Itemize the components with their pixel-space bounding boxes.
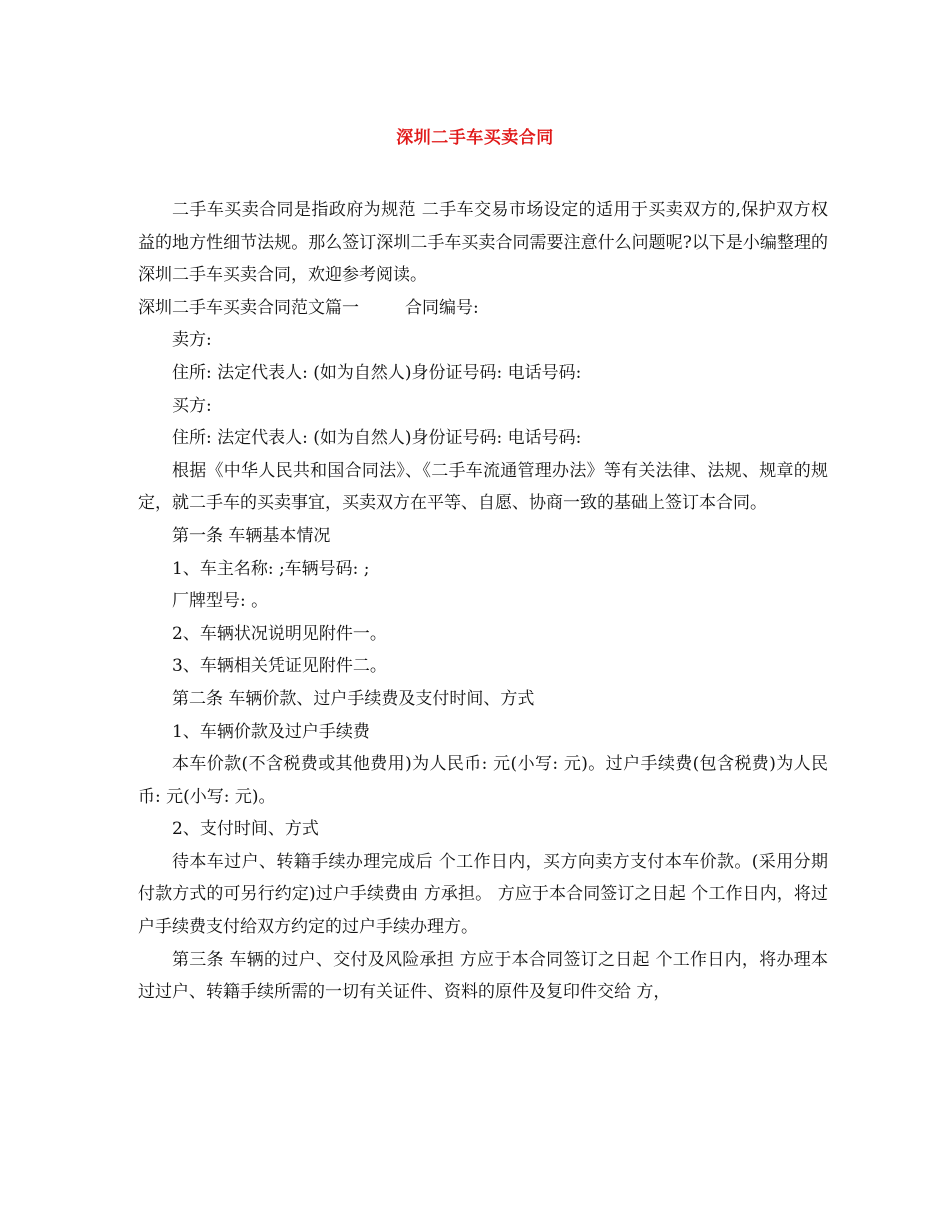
section-heading [138,292,828,325]
article-1-brand-model: 厂牌型号: 。 [172,591,269,612]
buyer-info: 住所: 法定代表人: (如为自然人)身份证号码: 电话号码: [172,428,582,449]
article-2-item-2: 2、支付时间、方式 [172,819,319,840]
article-2-payment-paragraph: 待本车过户、转籍手续办理完成后 个工作日内，买方向卖方支付本车价款。(采用分期付款方式的可另行约定)过户手续费由 方承担。 方应于本合同签订之日起 个工作日内，将过户手续费支付给双方约定的过户手续办理方。 [138,851,828,938]
seller-label: 卖方: [172,330,212,351]
intro-paragraph: 二手车买卖合同是指政府为规范 二手车交易市场设定的适用于买卖双方的,保护双方权益的地方性细节法规。那么签订深圳二手车买卖合同需要注意什么问题呢?以下是小编整理的深圳二手车买卖合同，欢迎参考阅读。 [138,200,828,286]
article-1-item-2: 2、车辆状况说明见附件一。 [172,623,387,644]
legal-basis-paragraph: 根据《中华人民共和国合同法》、《二手车流通管理办法》等有关法律、法规、规章的规定，就二手车的买卖事宜，买卖双方在平等、自愿、协商一致的基础上签订本合同。 [138,460,828,514]
document-body [138,194,828,1009]
article-1-heading: 第一条 车辆基本情况 [172,525,331,546]
article-1-item-3: 3、车辆相关凭证见附件二。 [172,656,387,677]
article-2-heading: 第二条 车辆价款、过户手续费及支付时间、方式 [172,688,535,709]
article-2-price-paragraph: 本车价款(不含税费或其他费用)为人民币: 元(小写: 元)。过户手续费(包含税费)为人民币: 元(小写: 元)。 [138,754,828,807]
article-2-item-1: 1、车辆价款及过户手续费 [172,721,370,742]
seller-info: 住所: 法定代表人: (如为自然人)身份证号码: 电话号码: [172,362,582,383]
buyer-label: 买方: [172,395,212,416]
section-heading-title: 深圳二手车买卖合同范文篇一 [138,297,359,318]
contract-number-label: 合同编号: [405,297,479,318]
article-3-paragraph: 第三条 车辆的过户、交付及风险承担 方应于本合同签订之日起 个工作日内，将办理本过过户、转籍手续所需的一切有关证件、资料的原件及复印件交给 方， [138,949,828,1003]
article-1-item-1: 1、车主名称: ;车辆号码: ; [172,558,370,579]
document-title: 深圳二手车买卖合同 [396,128,554,148]
